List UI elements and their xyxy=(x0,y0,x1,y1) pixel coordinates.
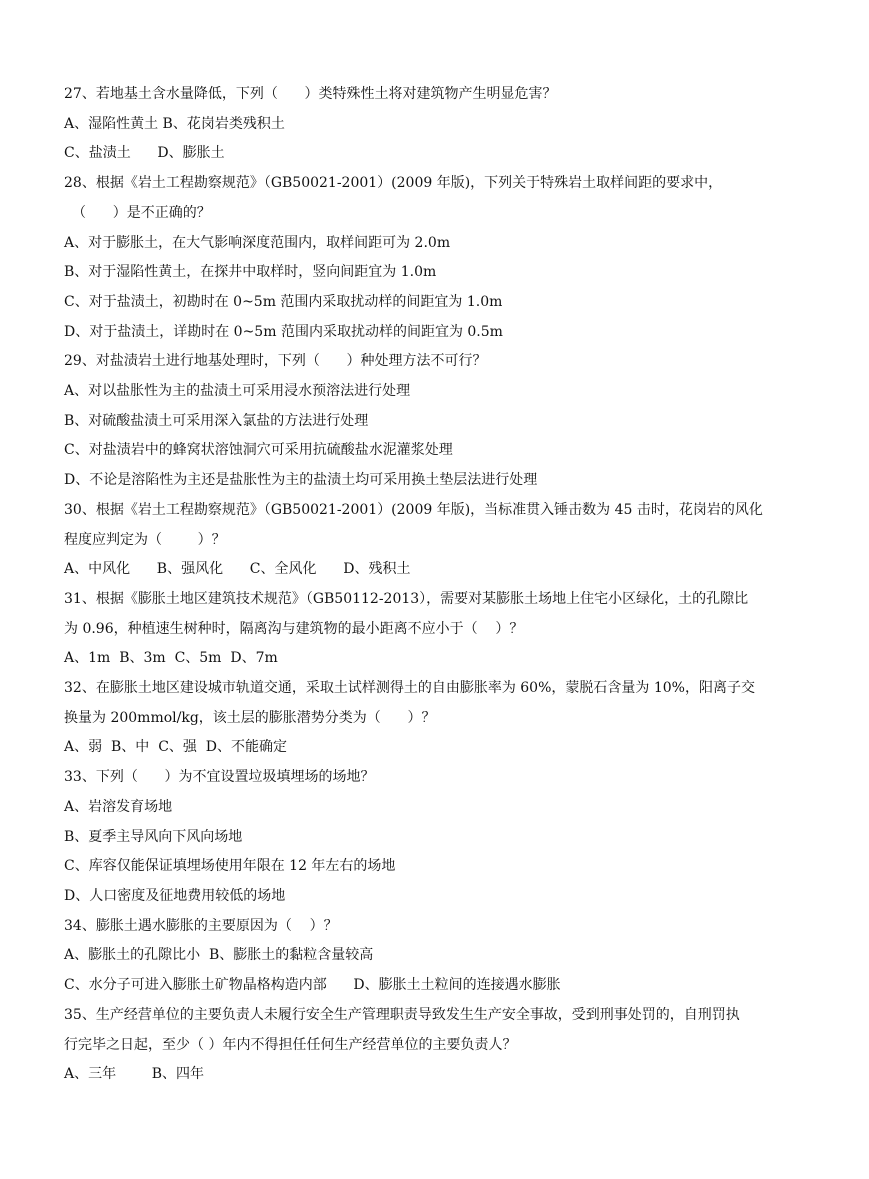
question-29-option-d: D、不论是溶陷性为主还是盐胀性为主的盐渍土均可采用换土垫层法进行处理 xyxy=(64,472,538,489)
question-35-text-continued: 行完毕之日起，至少（ ）年内不得担任任何生产经营单位的主要负责人？ xyxy=(64,1036,517,1053)
question-35-text: 35、生产经营单位的主要负责人未履行安全生产管理职责导致发生生产安全事故，受到刑事处罚的，自刑罚执 xyxy=(64,1006,740,1023)
question-31-options: A、1m B、3m C、5m D、7m xyxy=(64,650,278,667)
question-33-option-d: D、人口密度及征地费用较低的场地 xyxy=(64,887,286,904)
question-31-text: 31、根据《膨胀土地区建筑技术规范》（GB50112-2013），需要对某膨胀土场地上住宅小区绿化，土的孔隙比 xyxy=(64,590,749,607)
question-27-text: 27、若地基土含水量降低，下列（ ）类特殊性土将对建筑物产生明显危害？ xyxy=(64,86,557,102)
question-33-option-c: C、库容仅能保证填埋场使用年限在 12 年左右的场地 xyxy=(64,858,396,875)
question-35-options: A、三年 B、四年 xyxy=(64,1066,204,1083)
question-28-option-c: C、对于盐渍土，初勘时在 0~5m 范围内采取扰动样的间距宜为 1.0m xyxy=(64,293,503,310)
question-28-option-d: D、对于盐渍土，详勘时在 0~5m 范围内采取扰动样的间距宜为 0.5m xyxy=(64,323,503,340)
question-28-text: 28、根据《岩土工程勘察规范》（GB50021-2001）(2009 年版)，下列关于特殊岩土取样间距的要求中， xyxy=(64,175,723,192)
question-34-options-line-1: A、膨胀土的孔隙比小 B、膨胀土的黏粒含量较高 xyxy=(64,947,374,964)
question-32-text-continued: 换量为 200mmol/kg，该土层的膨胀潜势分类为（ ）？ xyxy=(64,709,436,726)
question-28-option-a: A、对于膨胀土，在大气影响深度范围内，取样间距可为 2.0m xyxy=(64,234,451,251)
question-27-options-line-2: C、盐渍土 D、膨胀土 xyxy=(64,145,225,162)
question-30-text: 30、根据《岩土工程勘察规范》（GB50021-2001）(2009 年版)，当标准贯入锤击数为 45 击时，花岗岩的风化 xyxy=(64,501,763,518)
question-28-option-b: B、对于湿陷性黄土，在探井中取样时，竖向间距宜为 1.0m xyxy=(64,264,437,281)
question-29-option-c: C、对盐渍岩中的蜂窝状溶蚀洞穴可采用抗硫酸盐水泥灌浆处理 xyxy=(64,442,453,459)
question-33-text: 33、下列（ ）为不宜设置垃圾填埋场的场地？ xyxy=(64,769,375,786)
question-34-text: 34、膨胀土遇水膨胀的主要原因为（ ）？ xyxy=(64,917,338,934)
question-33-option-a: A、岩溶发育场地 xyxy=(64,798,173,815)
question-34-options-line-2: C、水分子可进入膨胀土矿物晶格构造内部 D、膨胀土土粒间的连接遇水膨胀 xyxy=(64,977,561,994)
question-30-text-continued: 程度应判定为（ ）？ xyxy=(64,531,226,548)
question-list xyxy=(64,80,814,1090)
question-33-option-b: B、夏季主导风向下风向场地 xyxy=(64,828,243,845)
question-29-option-b: B、对硫酸盐渍土可采用深入氯盐的方法进行处理 xyxy=(64,412,369,429)
question-29-option-a: A、对以盐胀性为主的盐渍土可采用浸水预溶法进行处理 xyxy=(64,383,411,400)
question-31-text-continued: 为 0.96，种植速生树种时，隔离沟与建筑物的最小距离不应小于（ ）？ xyxy=(64,620,524,637)
question-29-text: 29、对盐渍岩土进行地基处理时，下列（ ）种处理方法不可行？ xyxy=(64,353,487,370)
question-30-options: A、中风化 B、强风化 C、全风化 D、残积土 xyxy=(64,561,411,578)
question-28-text-continued: （ ）是不正确的？ xyxy=(72,204,211,221)
question-32-text: 32、在膨胀土地区建设城市轨道交通，采取土试样测得土的自由膨胀率为 60%，蒙脱石含量为 10%，阳离子交 xyxy=(64,680,755,697)
question-32-options: A、弱 B、中 C、强 D、不能确定 xyxy=(64,739,288,756)
question-27-options-line-1: A、湿陷性黄土 B、花岗岩类残积土 xyxy=(64,115,285,132)
